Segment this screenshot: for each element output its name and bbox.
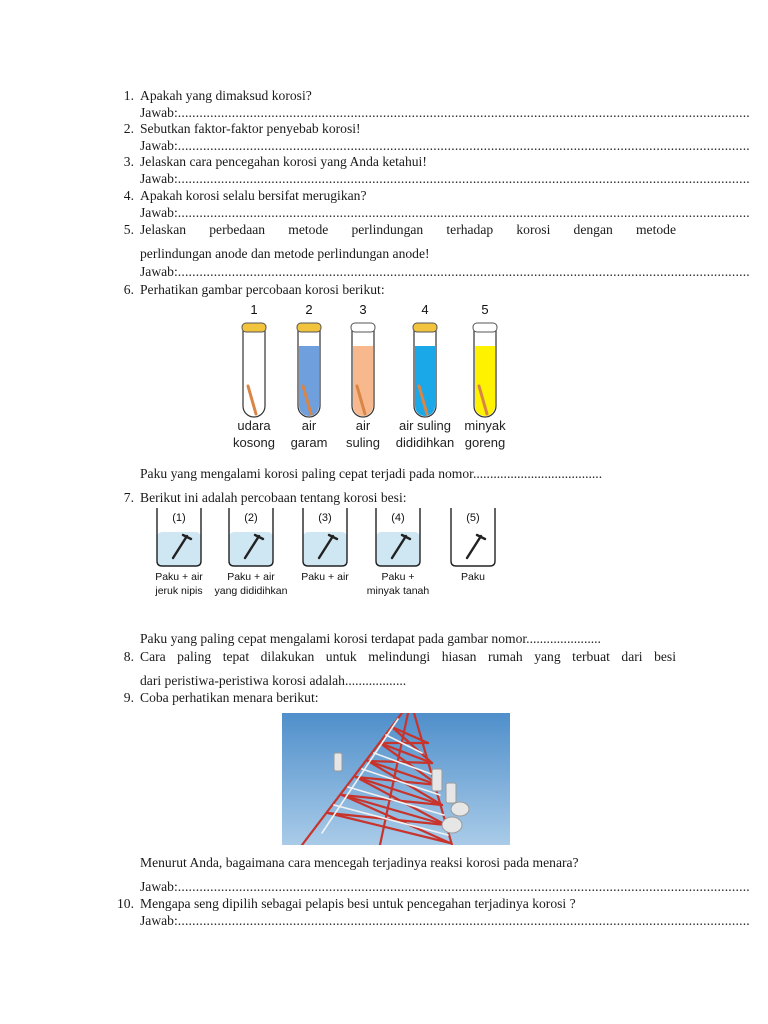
answer-dots: ...............................................................................................................................................................	[177, 171, 750, 186]
beaker-number: (5)	[466, 512, 480, 524]
beaker-label-line-1: Paku +	[381, 571, 415, 583]
tube-number: 5	[481, 302, 489, 317]
answer-label: Jawab:	[140, 171, 178, 186]
beaker-1	[154, 508, 203, 597]
question-text-line-1: Jelaskan perbedaan metode perlindungan terhadap korosi dengan metode	[140, 222, 676, 237]
beaker-label-line-2: minyak tanah	[366, 585, 430, 597]
answer-dots: ...............................................................................................................................................................	[177, 205, 750, 220]
tube-cap	[413, 323, 437, 332]
answer-label: Jawab:	[140, 105, 178, 120]
beaker-number: (4)	[391, 512, 405, 524]
answer-line[interactable]	[140, 879, 750, 895]
question-text: Coba perhatikan menara berikut:	[140, 690, 319, 705]
tube-cap	[351, 323, 375, 332]
answer-line[interactable]	[140, 913, 750, 929]
question-text: Apakah korosi selalu bersifat merugikan?	[140, 188, 367, 203]
question-text-line-1: Cara paling tepat dilakukan untuk melindungi hiasan rumah yang terbuat dari besi	[140, 649, 676, 664]
answer-dots: ...............................................................................................................................................................	[177, 913, 750, 928]
question-number: 3.	[123, 154, 134, 169]
question-number: 8.	[123, 649, 134, 664]
question-text: Perhatikan gambar percobaan korosi berikut:	[140, 282, 385, 297]
tube-cap	[242, 323, 266, 332]
beaker-3	[301, 508, 349, 583]
answer-dots: ...............................................................................................................................................................	[177, 105, 750, 120]
test-tube-5	[464, 302, 506, 450]
tube-label-line-1: udara	[237, 418, 271, 433]
question-text: Jelaskan cara pencegahan korosi yang Anda ketahui!	[140, 154, 427, 169]
answer-line[interactable]	[140, 171, 750, 187]
tube-number: 1	[250, 302, 258, 317]
question-number: 7.	[123, 490, 134, 505]
tube-label-line-2: garam	[290, 435, 328, 450]
answer-label: Jawab:	[140, 205, 178, 220]
tube-number: 2	[305, 302, 313, 317]
question-text: Apakah yang dimaksud korosi?	[140, 88, 312, 103]
question-text-line-2: perlindungan anode dan metode perlindungan anode!	[140, 246, 430, 261]
tower-photo	[282, 713, 510, 845]
tube-label-line-2: kosong	[233, 435, 275, 450]
question-number: 1.	[123, 88, 134, 103]
answer-label: Jawab:	[140, 138, 178, 153]
answer-line[interactable]	[140, 138, 750, 154]
beaker-number: (1)	[172, 512, 186, 524]
answer-label: Jawab:	[140, 879, 178, 894]
figure-test-tubes	[226, 298, 526, 458]
tube-number: 3	[359, 302, 367, 317]
question-number: 2.	[123, 121, 134, 136]
tube-label-line-2: suling	[346, 435, 380, 450]
answer-dots: ...............................................................................................................................................................	[177, 879, 750, 894]
beaker-2	[215, 508, 288, 597]
answer-line[interactable]	[140, 264, 750, 280]
tube-label-line-1: air suling	[398, 418, 452, 433]
test-tube-3	[346, 302, 380, 450]
answer-label: Jawab:	[140, 913, 178, 928]
question-number: 5.	[123, 222, 134, 237]
question-7-prompt: Paku yang paling cepat mengalami korosi terdapat pada gambar nomor......................	[140, 631, 601, 646]
question-9-prompt: Menurut Anda, bagaimana cara mencegah terjadinya reaksi korosi pada menara?	[140, 855, 579, 870]
question-text: Mengapa seng dipilih sebagai pelapis besi untuk pencegahan terjadinya korosi ?	[140, 896, 576, 911]
answer-line[interactable]	[140, 105, 750, 121]
question-number: 6.	[123, 282, 134, 297]
beaker-label-line-1: Paku + air	[227, 571, 275, 583]
beaker-label-line-2: yang dididihkan	[214, 585, 288, 597]
beaker-label-line-1: Paku	[461, 571, 485, 583]
tube-label-line-1: air	[301, 418, 317, 433]
question-text: Berikut ini adalah percobaan tentang korosi besi:	[140, 490, 407, 505]
question-text-line-2: dari peristiwa-peristiwa korosi adalah..................	[140, 673, 407, 688]
tube-cap	[297, 323, 321, 332]
figure-beakers	[130, 506, 510, 602]
question-number: 4.	[123, 188, 134, 203]
tube-label-line-1: air	[355, 418, 371, 433]
test-tube-4	[396, 302, 455, 450]
beaker-label-line-2: jeruk nipis	[155, 585, 203, 597]
answer-dots: ...............................................................................................................................................................	[177, 138, 750, 153]
question-text: Sebutkan faktor-faktor penyebab korosi!	[140, 121, 361, 136]
answer-label: Jawab:	[140, 264, 178, 279]
question-number: 10.	[117, 896, 134, 911]
beaker-5	[451, 508, 495, 583]
beaker-number: (3)	[318, 512, 332, 524]
test-tube-2	[291, 302, 328, 450]
test-tube-1	[233, 302, 275, 450]
answer-dots: ...............................................................................................................................................................	[177, 264, 750, 279]
tube-number: 4	[421, 302, 429, 317]
beaker-number: (2)	[244, 512, 258, 524]
beaker-4	[367, 508, 430, 597]
question-6-prompt: Paku yang mengalami korosi paling cepat terjadi pada nomor......................................	[140, 466, 603, 481]
tube-label-line-2: goreng	[464, 435, 506, 450]
question-number: 9.	[123, 690, 134, 705]
tube-cap	[473, 323, 497, 332]
beaker-label-line-1: Paku + air	[155, 571, 203, 583]
answer-line[interactable]	[140, 205, 750, 221]
beaker-label-line-1: Paku + air	[301, 571, 349, 583]
tube-label-line-1: minyak	[464, 418, 506, 433]
nail	[467, 536, 481, 558]
tube-label-line-2: dididihkan	[395, 435, 455, 450]
